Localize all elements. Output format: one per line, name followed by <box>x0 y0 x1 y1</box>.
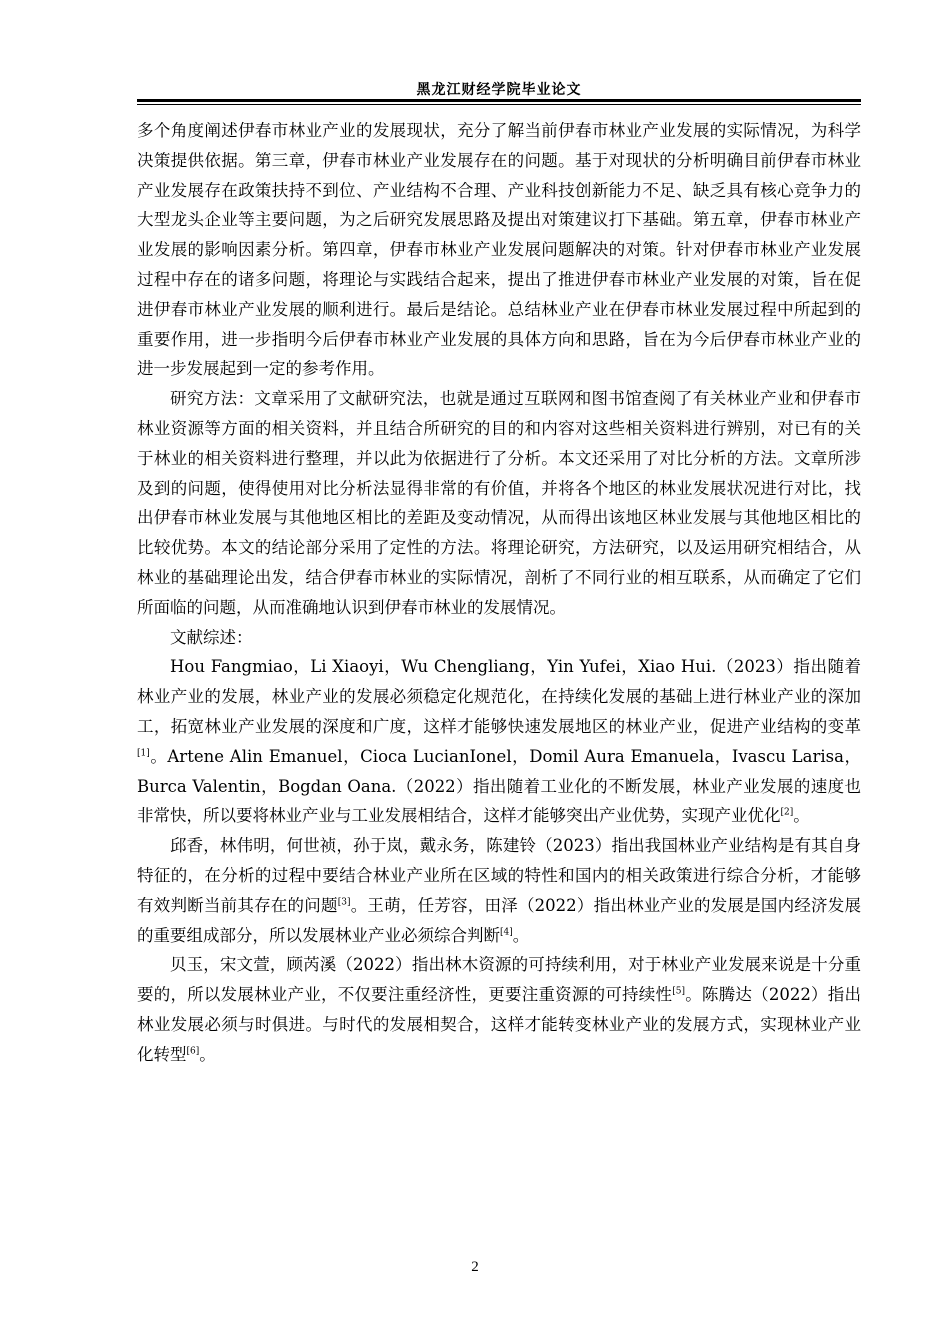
paragraph-text: 。 <box>793 806 810 826</box>
citation-ref: [1] <box>137 748 150 759</box>
paragraph-chapters-overview: 多个角度阐述伊春市林业产业的发展现状，充分了解当前伊春市林业产业发展的实际情况，为科学决策提供依据。第三章，伊春市林业产业发展存在的问题。基于对现状的分析明确目前伊春市林业产业发展存在政策扶持不到位、产业结构不合理、产业科技创新能力不足、缺乏具有核心竞争力的大型龙头企业等主要问题，为之后研究发展思路及提出对策建议打下基础。第五章，伊春市林业产业发展的影响因素分析。第四章，伊春市林业产业发展问题解决的对策。针对伊春市林业产业发展过程中存在的诸多问题，将理论与实践结合起来，提出了推进伊春市林业产业发展的对策，旨在促进伊春市林业产业发展的顺利进行。最后是结论。总结林业产业在伊春市林业发展过程中所起到的重要作用，进一步指明今后伊春市林业产业发展的具体方向和思路，旨在为今后伊春市林业产业的进一步发展起到一定的参考作用。 <box>137 121 861 379</box>
paragraph-literature-review-heading: 文献综述： <box>170 627 253 647</box>
paragraph-research-methods: 研究方法：文章采用了文献研究法，也就是通过互联网和图书馆查阅了有关林业产业和伊春市林业资源等方面的相关资料，并且结合所研究的目的和内容对这些相关资料进行辨别，对已有的关于林业的相关资料进行整理，并以此为依据进行了分析。本文还采用了对比分析的方法。文章所涉及到的问题，使得使用对比分析法显得非常的有价值，并将各个地区的林业发展状况进行对比，找出伊春市林业发展与其他地区相比的差距及变动情况，从而得出该地区林业发展与其他地区相比的比较优势。本文的结论部分采用了定性的方法。将理论研究，方法研究，以及运用研究相结合，从林业的基础理论出发，结合伊春市林业的实际情况，剖析了不同行业的相互联系，从而确定了它们所面临的问题，从而准确地认识到伊春市林业的发展情况。 <box>137 389 861 617</box>
paragraph-text: 。王萌，任芳容，田泽（2022）指出林业产业的发展是国内经济发展的重要组成部分，所以发展林业产业必须综合判断 <box>137 895 862 945</box>
citation-ref: [2] <box>780 807 794 818</box>
paragraph-text: 。 <box>512 925 530 945</box>
paragraph-text: 贝玉，宋文萱，顾芮溪（2022）指出林木资源的可持续利用，对于林业产业发展来说是十分重要的，所以发展林业产业，不仅要注重经济性，更要注重资源的可持续性 <box>137 955 861 1005</box>
paragraph-text: 。Artene Alin Emanuel，Cioca LucianIonel，Domil Aura Emanuela，Ivascu Larisa，Burca Valentin，Bogdan Oana.（2022）指出随着工业化的不断发展，林业产业发展的速度也非常快，所以要将林业产业与工业发展相结合，这样才能够突出产业优势，实现产业优化 <box>137 746 861 826</box>
citation-ref: [4] <box>500 927 513 938</box>
paragraph-literature-foreign <box>137 652 861 831</box>
header-rule-thin <box>137 104 861 105</box>
citation-ref: [5] <box>672 986 685 997</box>
header-rule-thick <box>137 99 861 102</box>
paragraph-text: 。陈腾达（2022）指出林业发展必须与时俱进。与时代的发展相契合，这样才能转变林业产业的发展方式，实现林业产业化转型 <box>137 985 862 1064</box>
citation-ref: [3] <box>337 897 351 908</box>
page-header-title: 黑龙江财经学院毕业论文 <box>416 82 582 98</box>
paragraph-text: Hou Fangmiao，Li Xiaoyi，Wu Chengliang，Yin Yufei，Xiao Hui.（2023）指出随着林业产业的发展，林业产业的发展必须稳定化规范化，在持续化发展的基础上进行林业产业的深加工，拓宽林业产业发展的深度和广度，这样才能够快速发展地区的林业产业，促进产业结构的变革 <box>137 657 861 736</box>
citation-ref: [6] <box>186 1046 200 1057</box>
paragraph-text: 。 <box>199 1044 216 1064</box>
paragraph-literature-domestic-1 <box>137 831 861 950</box>
document-body <box>137 116 861 1070</box>
page-number: 2 <box>471 1259 479 1275</box>
paragraph-text: 邱香，林伟明，何世祯，孙于岚，戴永务，陈建铃（2023）指出我国林业产业结构是有其自身特征的，在分析的过程中要结合林业产业所在区域的特性和国内的相关政策进行综合分析，才能够有效判断当前其存在的问题 <box>137 836 861 915</box>
paragraph-literature-domestic-2 <box>137 950 861 1069</box>
